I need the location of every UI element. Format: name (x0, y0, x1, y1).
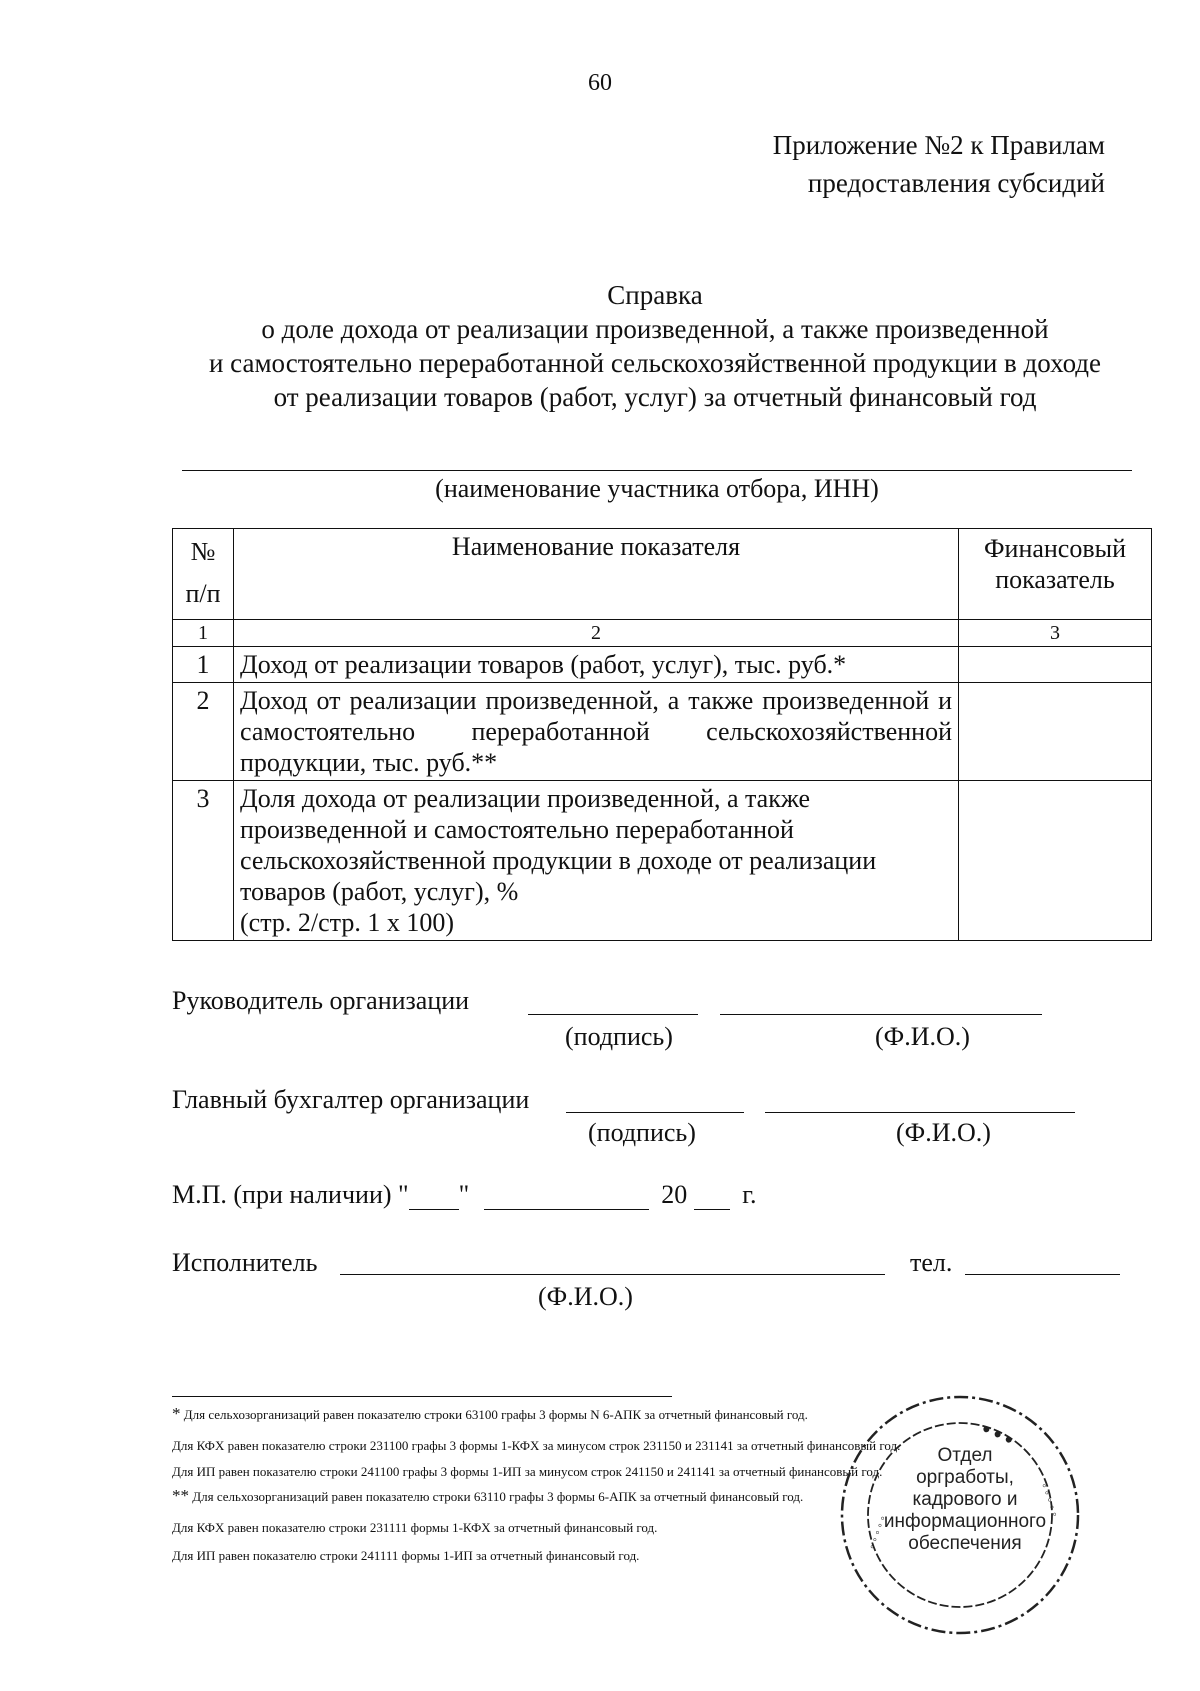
svg-text:◦ ◦ ◦ ◦ ◦: ◦ ◦ ◦ ◦ ◦ (864, 1513, 890, 1552)
column-number-2: 2 (234, 620, 959, 647)
stamp-text (880, 1445, 1050, 1555)
header-num-sign: № (190, 537, 216, 566)
official-stamp (835, 1390, 1085, 1640)
stamp-line-3: кадрового и (912, 1489, 1018, 1510)
column-number-1: 1 (173, 620, 234, 647)
date-month-line[interactable] (484, 1187, 649, 1210)
row-num: 3 (173, 781, 234, 941)
row-indicator-name: Доля дохода от реализации произведенной, а также произведенной и самостоятельно переработанной сельскохозяйственной продукции в доходе от реализации товаров (работ, услуг), % (240, 784, 877, 906)
footnote-1 (172, 1404, 808, 1424)
head-label: Руководитель организации (172, 986, 470, 1015)
footnote-line-1: Для сельхозорганизаций равен показателю строки 63100 графы 3 формы N 6-АПК за отчетный финансовый год. (183, 1407, 808, 1422)
footnote-line-4: Для сельхозорганизаций равен показателю строки 63110 графы 3 формы 6-АПК за отчетный финансовый год. (192, 1489, 804, 1504)
stamp-line-1: Отдел (937, 1445, 993, 1466)
seal-quote-close: " (458, 1180, 470, 1209)
participant-name-line[interactable] (182, 470, 1132, 471)
head-fio-caption: (Ф.И.О.) (875, 1022, 970, 1051)
row-num: 1 (173, 647, 234, 683)
header-num-abbr: п/п (185, 579, 221, 608)
executor-fio-caption: (Ф.И.О.) (538, 1282, 633, 1311)
row-value-cell[interactable] (959, 683, 1152, 781)
row-indicator-name: Доход от реализации произведенной, а также произведенной и самостоятельно переработанной сельскохозяйственной продукции, тыс. руб.** (234, 683, 959, 781)
column-number-row (173, 620, 1152, 647)
header-indicator-name: Наименование показателя (234, 529, 959, 620)
row-formula: (стр. 2/стр. 1 х 100) (240, 908, 454, 937)
date-year-suffix: г. (742, 1180, 757, 1209)
footnote-line-6: Для ИП равен показателю строки 241111 формы 1-ИП за отчетный финансовый год. (172, 1548, 640, 1563)
header-num (173, 529, 234, 620)
table-row (173, 781, 1152, 941)
column-number-3: 3 (959, 620, 1152, 647)
stamp-line-2: оргработы, (916, 1467, 1014, 1488)
accountant-label: Главный бухгалтер организации (172, 1085, 530, 1114)
seal-date-row (172, 1180, 757, 1210)
appendix-line-1: Приложение №2 к Правилам (772, 130, 1105, 160)
header-fin-line-2: показатель (995, 565, 1115, 594)
date-year-line[interactable] (694, 1187, 730, 1210)
accountant-signature-caption: (подпись) (588, 1118, 696, 1147)
head-fio-line[interactable] (720, 990, 1042, 1015)
page-number: 60 (588, 70, 612, 96)
accountant-signature-line[interactable] (566, 1088, 744, 1113)
footnote-mark-1: * (172, 1404, 181, 1423)
date-year-prefix: 20 (661, 1180, 688, 1209)
row-value-cell[interactable] (959, 647, 1152, 683)
appendix-line-2: предоставления субсидий (807, 168, 1105, 198)
stamp-line-4: информационного (883, 1511, 1047, 1532)
svg-text:◦ ◦ ◦ ◦ ◦: ◦ ◦ ◦ ◦ ◦ (1037, 1481, 1063, 1519)
appendix-header (773, 126, 1105, 202)
indicators-table (172, 528, 1152, 941)
title-line-1: о доле дохода от реализации произведенной, а также произведенной (261, 314, 1049, 344)
header-financial-indicator (959, 529, 1152, 620)
row-indicator-name: Доход от реализации товаров (работ, услуг), тыс. руб.* (234, 647, 959, 683)
phone-label: тел. (910, 1248, 953, 1277)
title-line-2: и самостоятельно переработанной сельскохозяйственной продукции в доходе (208, 348, 1102, 378)
footnote-line-2: Для КФХ равен показателю строки 231100 графы 3 формы 1-КФХ за минусом строк 231150 и 231141 за отчетный финансовый год. (172, 1438, 901, 1453)
footnote-mark-2: ** (172, 1486, 189, 1505)
document-title (100, 278, 1200, 414)
svg-text:● ● ●: ● ● ● (979, 1419, 1017, 1448)
accountant-fio-caption: (Ф.И.О.) (896, 1118, 991, 1147)
footnote-divider (172, 1396, 672, 1397)
footnote-line-5: Для КФХ равен показателю строки 231111 формы 1-КФХ за отчетный финансовый год. (172, 1520, 658, 1535)
head-signature-row (172, 986, 469, 1016)
executor-label: Исполнитель (172, 1248, 318, 1277)
phone-line[interactable] (965, 1250, 1120, 1275)
row-num: 2 (173, 683, 234, 781)
participant-caption: (наименование участника отбора, ИНН) (435, 474, 879, 503)
executor-fio-line[interactable] (340, 1250, 885, 1275)
row-indicator-cell (234, 781, 959, 941)
table-row (173, 647, 1152, 683)
table-header-row (173, 529, 1152, 620)
footnote-2 (172, 1486, 803, 1506)
date-day-line[interactable] (409, 1187, 459, 1210)
accountant-fio-line[interactable] (765, 1088, 1075, 1113)
header-fin-line-1: Финансовый (983, 534, 1127, 563)
table-row (173, 683, 1152, 781)
seal-label: М.П. (при наличии) " (172, 1180, 409, 1209)
title-line-3: от реализации товаров (работ, услуг) за отчетный финансовый год (273, 382, 1037, 412)
accountant-signature-row (172, 1085, 529, 1115)
executor-row (172, 1248, 317, 1278)
head-signature-line[interactable] (528, 990, 698, 1015)
head-signature-caption: (подпись) (565, 1022, 673, 1051)
stamp-line-5: обеспечения (908, 1533, 1022, 1554)
footnote-line-3: Для ИП равен показателю строки 241100 графы 3 формы 1-ИП за минусом строк 241150 и 241141 за отчетный финансовый год. (172, 1464, 883, 1479)
title-heading: Справка (607, 280, 703, 310)
row-value-cell[interactable] (959, 781, 1152, 941)
